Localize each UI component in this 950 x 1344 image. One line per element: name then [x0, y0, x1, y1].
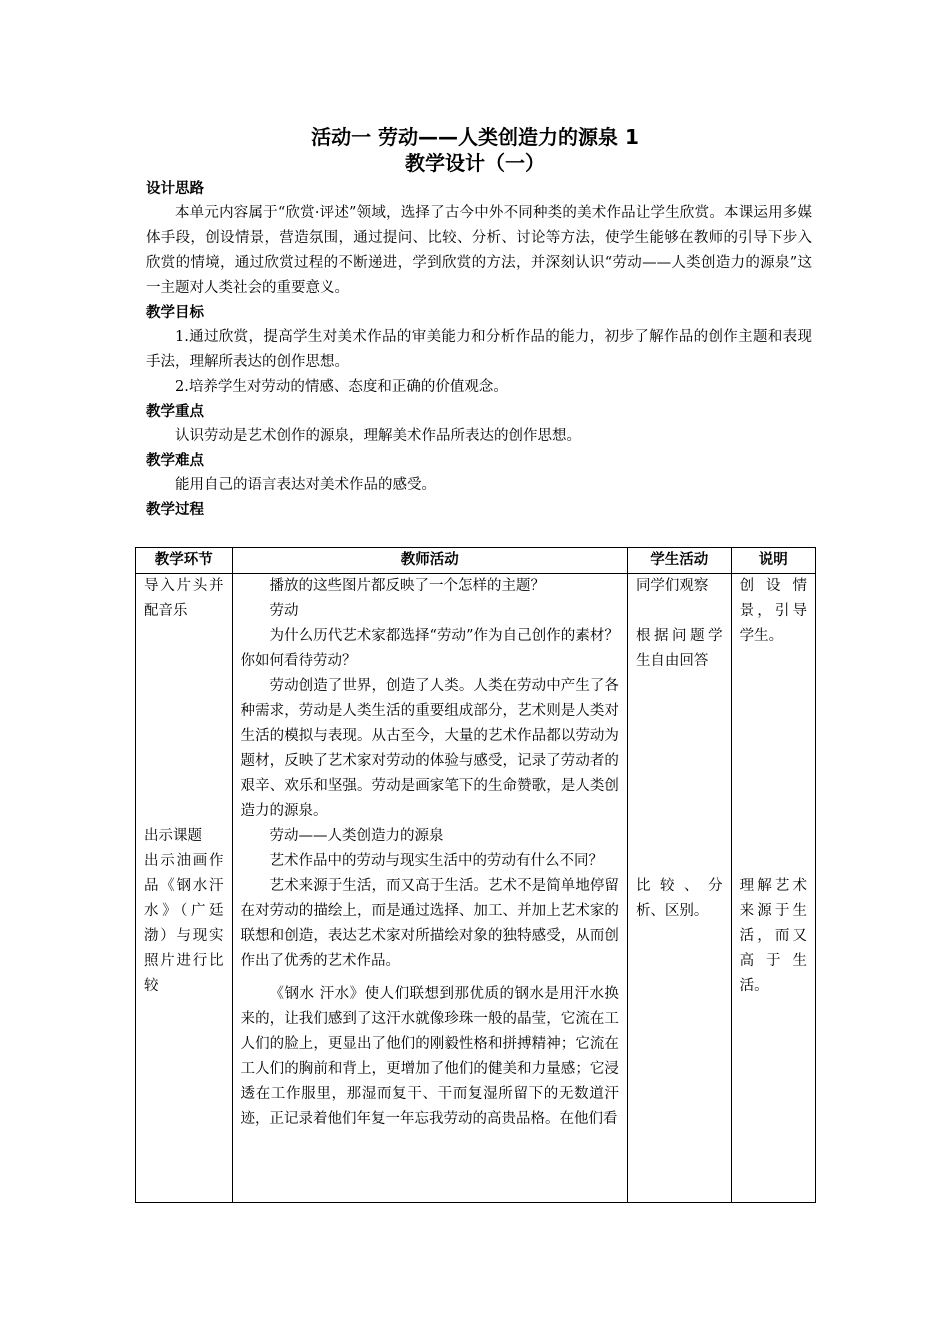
design-text: 本单元内容属于“欣赏·评述”领域，选择了古今中外不同种类的美术作品让学生欣赏。本课运用多媒体手段，创设情景，营造氛围，通过提问、比较、分析、讨论等方法，使学生能够在教师的引导下步入欣赏的情境，通过欣赏过程的不断递进，学到欣赏的方法，并深刻认识“劳动——人类创造力的源泉”这一主题对人类社会的重要意义。: [146, 205, 812, 296]
goal-1: 1.通过欣赏，提高学生对美术作品的审美能力和分析作品的能力，初步了解作品的创作主题和表现手法，理解所表达的创作思想。: [146, 329, 812, 370]
teacher-topic: 劳动——人类创造力的源泉: [269, 828, 444, 844]
design-heading: 设计思路: [146, 181, 204, 197]
document-subtitle: 教学设计（一）: [405, 151, 545, 175]
process-heading: 教学过程: [146, 502, 204, 518]
teacher-cell: [232, 574, 627, 1203]
key-text: 认识劳动是艺术创作的源泉，理解美术作品所表达的创作思想。: [175, 428, 581, 444]
student-cell: [627, 574, 731, 1203]
stage-topic: 出示课题: [144, 828, 202, 844]
stage-cell: [136, 574, 233, 1203]
difficulty-text: 能用自己的语言表达对美术作品的感受。: [175, 477, 436, 493]
student-answer: 根据问题学生自由回答: [635, 628, 723, 669]
student-observe: 同学们观察: [635, 578, 709, 594]
stage-intro: 导入片头并配音乐: [144, 578, 224, 619]
note-compare: 理解艺术来源于生活，而又高于生活。: [739, 878, 807, 994]
note-cell: [731, 574, 815, 1203]
teacher-question-2: 为什么历代艺术家都选择“劳动”作为自己创作的素材？你如何看待劳动？: [240, 628, 619, 669]
goal-heading: 教学目标: [146, 305, 204, 321]
teacher-artwork-analysis: 《钢水 汗水》使人们联想到那优质的钢水是用汗水换来的，让我们感到了这汗水就像珍珠一般的晶莹，它流在工人们的脸上，更显出了他们的刚毅性格和拼搏精神；它流在工人们的胸前和背上，更增加了他们的健美和力量感；它浸透在工作服里，那湿而复干、干而复湿所留下的无数道汗迹，正记录着他们年复一年忘我劳动的高贵品格。在他们看: [240, 986, 619, 1127]
header-note: 说明: [731, 548, 815, 574]
teacher-question-1: 播放的这些图片都反映了一个怎样的主题？: [269, 578, 546, 594]
teacher-question-3: 艺术作品中的劳动与现实生活中的劳动有什么不同？: [269, 853, 604, 869]
table-header-row: [136, 548, 816, 574]
teacher-explanation-1: 劳动创造了世界，创造了人类。人类在劳动中产生了各种需求，劳动是人类生活的重要组成部分，艺术则是人类对生活的模拟与表现。从古至今，大量的艺术作品都以劳动为题材，反映了艺术家对劳动的体验与感受，记录了劳动者的艰辛、欢乐和坚强。劳动是画家笔下的生命赞歌，是人类创造力的源泉。: [240, 678, 619, 819]
stage-compare: 出示油画作品《钢水汗水》（广廷渤）与现实照片进行比较: [144, 853, 224, 994]
teacher-explanation-2: 艺术来源于生活，而又高于生活。艺术不是简单地停留在对劳动的描绘上，而是通过选择、加工、并加上艺术家的联想和创造，表达艺术家对所描绘对象的独特感受，从而创作出了优秀的艺术作品。: [240, 878, 619, 969]
goal-2: 2.培养学生对劳动的情感、态度和正确的价值观念。: [175, 379, 508, 395]
teacher-answer-1: 劳动: [269, 603, 299, 619]
key-heading: 教学重点: [146, 404, 204, 420]
note-intro: 创设情景，引导学生。: [739, 578, 807, 644]
lesson-table: [135, 547, 816, 1203]
document-title: 活动一 劳动——人类创造力的源泉 1: [311, 125, 639, 149]
difficulty-heading: 教学难点: [146, 453, 204, 469]
header-teacher: 教师活动: [232, 548, 627, 574]
header-stage: 教学环节: [136, 548, 233, 574]
table-row: [136, 574, 816, 1203]
header-student: 学生活动: [627, 548, 731, 574]
document-body: [146, 177, 812, 522]
student-compare: 比较、分析、区别。: [635, 878, 723, 919]
